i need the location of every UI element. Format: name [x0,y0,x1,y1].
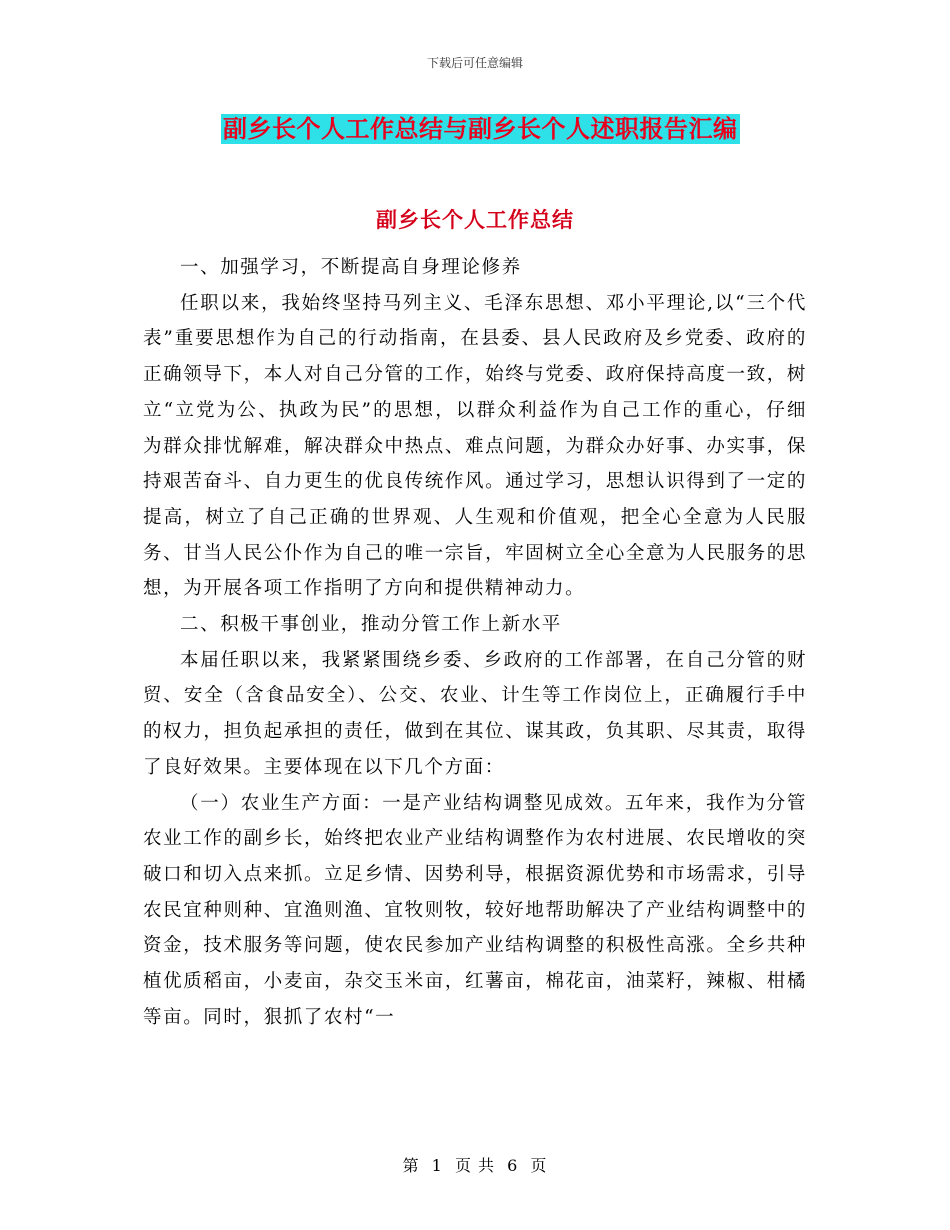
paragraph: （一）农业生产方面：一是产业结构调整见成效。五年来，我作为分管农业工作的副乡长，始终把农业产业结构调整作为农村进展、农民增收的突破口和切入点来抓。立足乡情、因势利导，根据资源优势和市场需求，引导农民宜种则种、宜渔则渔、宜牧则牧，较好地帮助解决了产业结构调整中的资金，技术服务等问题，使农民参加产业结构调整的积极性高涨。全乡共种植优质稻亩，小麦亩，杂交玉米亩，红薯亩，棉花亩，油菜籽，辣椒、柑橘等亩。同时，狠抓了农村“一 [143,792,807,1028]
footer-suffix: 页 [530,1156,548,1175]
document-title: 副乡长个人工作总结与副乡长个人述职报告汇编 [223,114,738,143]
footer-middle: 页 共 [454,1156,496,1175]
body-text [143,250,807,1035]
paragraph: 本届任职以来，我紧紧围绕乡委、乡政府的工作部署，在自己分管的财贸、安全（含食品安全）、公交、农业、计生等工作岗位上，正确履行手中的权力，担负起承担的责任，做到在其位、谋其政，负其职、尽其责，取得了良好效果。主要体现在以下几个方面： [143,649,807,778]
paragraph-heading-1: 一、加强学习，不断提高自身理论修养 [180,257,522,278]
paragraph: 任职以来，我始终坚持马列主义、毛泽东思想、邓小平理论,以“三个代表”重要思想作为自己的行动指南，在县委、县人民政府及乡党委、政府的正确领导下，本人对自己分管的工作，始终与党委、政府保持高度一致，树立“立党为公、执政为民”的思想，以群众利益作为自己工作的重心，仔细为群众排忧解难，解决群众中热点、难点问题，为群众办好事、办实事，保持艰苦奋斗、自力更生的优良传统作风。通过学习，思想认识得到了一定的提高，树立了自己正确的世界观、人生观和价值观，把全心全意为人民服务、甘当人民公仆作为自己的唯一宗旨，牢固树立全心全意为人民服务的思想，为开展各项工作指明了方向和提供精神动力。 [143,292,807,600]
total-pages-number: 6 [507,1156,519,1175]
footer-prefix: 第 [402,1156,420,1175]
header-note: 下载后可任意编辑 [426,56,523,70]
page-footer [0,1153,950,1176]
section-title: 副乡长个人工作总结 [376,207,574,232]
current-page-number: 1 [431,1156,443,1175]
paragraph-heading-2: 二、积极干事创业，推动分管工作上新水平 [180,614,562,636]
